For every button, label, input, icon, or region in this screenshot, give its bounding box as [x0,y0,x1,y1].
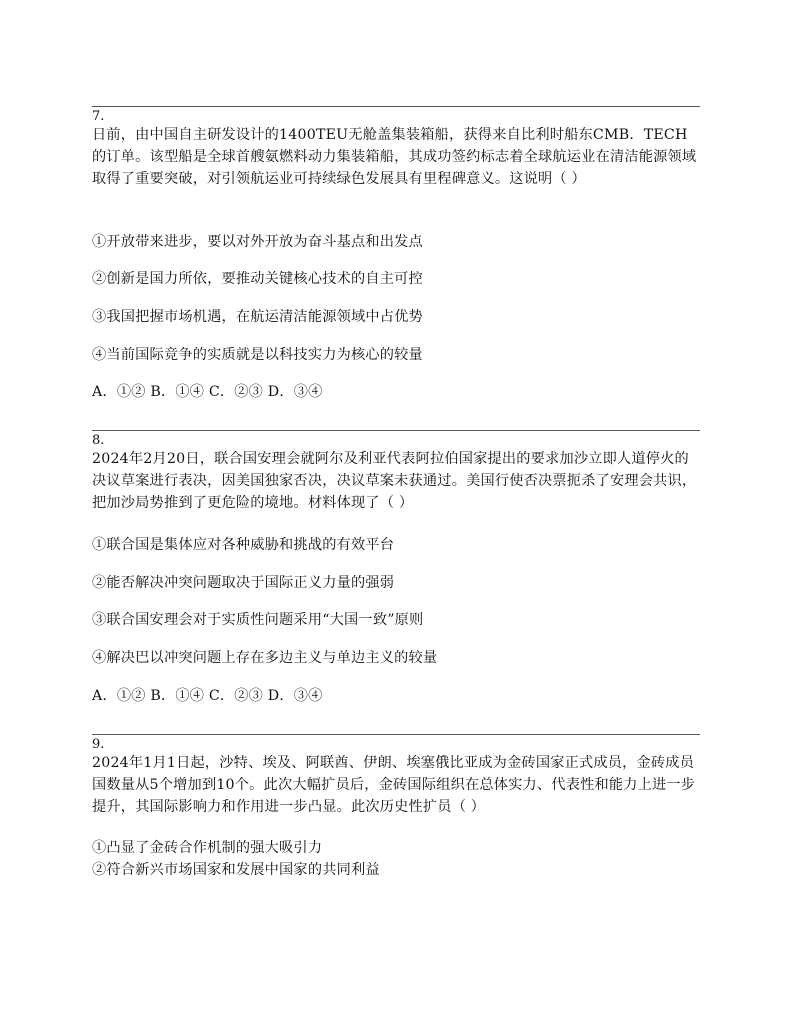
question-divider [92,430,700,431]
option-2: ②创新是国力所依，要推动关键核心技术的自主可控 [92,271,423,287]
question-stem: 日前，由中国自主研发设计的1400TEU无舱盖集装箱船，获得来自比利时船东CMB．TECH的订单。该型船是全球首艘氨燃料动力集装箱船，其成功签约标志着全球航运业在清洁能源领域取得了重要突破，对引领航运业可持续绿色发展具有里程碑意义。这说明（ ） [92,127,697,187]
option-1: ①联合国是集体应对各种威胁和挑战的有效平台 [92,537,395,553]
option-4: ④当前国际竞争的实质就是以科技实力为核心的较量 [92,347,423,363]
question-7 [92,106,700,400]
option-3: ③我国把握市场机遇，在航运清洁能源领域中占优势 [92,309,423,325]
answer-choices: A．①② B．①④ C．②③ D．③④ [92,384,323,400]
option-2: ②符合新兴市场国家和发展中国家的共同利益 [92,862,380,878]
question-divider [92,106,700,107]
option-3: ③联合国安理会对于实质性问题采用“大国一致”原则 [92,612,424,628]
question-number: 9. [92,737,105,752]
question-divider [92,734,700,735]
option-1: ①凸显了金砖合作机制的强大吸引力 [92,840,323,856]
question-number: 7. [92,109,105,124]
option-2: ②能否解决冲突问题取决于国际正义力量的强弱 [92,575,395,591]
option-1: ①开放带来进步，要以对外开放为奋斗基点和出发点 [92,234,423,250]
question-8 [92,430,700,704]
question-stem: 2024年1月1日起，沙特、埃及、阿联酋、伊朗、埃塞俄比亚成为金砖国家正式成员，金砖成员国数量从5个增加到10个。此次大幅扩员后，金砖国际组织在总体实力、代表性和能力上进一步提升，其国际影响力和作用进一步凸显。此次历史性扩员（ ） [92,755,696,815]
answer-choices: A．①② B．①④ C．②③ D．③④ [92,688,323,704]
question-number: 8. [92,433,105,448]
question-stem: 2024年2月20日，联合国安理会就阿尔及利亚代表阿拉伯国家提出的要求加沙立即人道停火的决议草案进行表决，因美国独家否决，决议草案未获通过。美国行使否决票扼杀了安理会共识，把加沙局势推到了更危险的境地。材料体现了（ ） [92,451,697,511]
option-4: ④解决巴以冲突问题上存在多边主义与单边主义的较量 [92,650,438,666]
question-9 [92,734,700,878]
